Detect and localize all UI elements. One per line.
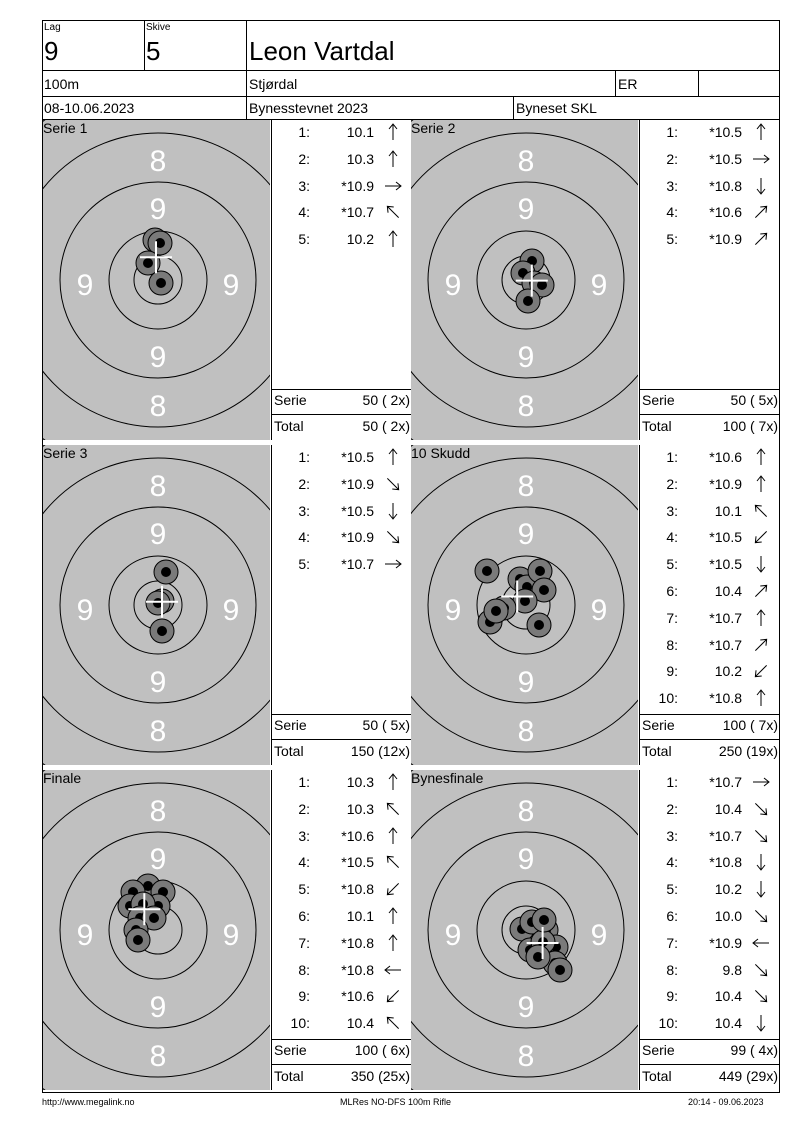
shot-score: *10.9 — [341, 529, 374, 546]
lag-label: Lag — [44, 22, 61, 33]
direction-arrow-icon — [750, 879, 772, 899]
ring-number: 8 — [149, 390, 167, 423]
shot-row — [272, 906, 412, 926]
shot-number: 3: — [666, 827, 678, 844]
distance: 100m — [44, 76, 80, 92]
shot-row — [272, 176, 412, 196]
shot-score: 10.3 — [346, 150, 374, 167]
shot-score: *10.5 — [341, 449, 374, 465]
shot-score: *10.9 — [709, 475, 742, 492]
shot-score: 10.1 — [346, 908, 374, 924]
direction-arrow-icon — [382, 879, 404, 899]
target-3 — [43, 445, 270, 765]
shot-score: *10.8 — [341, 881, 374, 898]
ring-number: 8 — [517, 145, 535, 178]
ring-number: 8 — [149, 795, 167, 828]
total-label: Total — [642, 418, 672, 434]
shot-number: 4: — [666, 529, 678, 546]
direction-arrow-icon — [750, 661, 772, 681]
shot-score: *10.5 — [709, 124, 742, 140]
shot-number: 1: — [666, 124, 678, 140]
ring-number: 9 — [76, 919, 94, 952]
shot-number: 2: — [298, 150, 310, 167]
ring-number: 9 — [517, 666, 535, 699]
ring-number: 9 — [76, 594, 94, 627]
shot-score: *10.6 — [341, 827, 374, 844]
shot-hole — [149, 271, 173, 295]
direction-arrow-icon — [750, 688, 772, 708]
shot-number: 8: — [298, 961, 310, 978]
shot-number: 4: — [666, 854, 678, 871]
ring-number: 8 — [149, 145, 167, 178]
event-name: Bynesstevnet 2023 — [249, 100, 369, 116]
serie-label: Serie — [642, 717, 675, 733]
shot-number: 5: — [298, 231, 310, 248]
shot-score: 10.4 — [714, 800, 742, 817]
shot-row — [272, 229, 412, 249]
direction-arrow-icon — [750, 202, 772, 222]
shot-row — [640, 608, 780, 628]
ring-number: 9 — [517, 518, 535, 551]
shot-score: *10.6 — [709, 204, 742, 221]
shot-number: 3: — [298, 827, 310, 844]
ring-number: 9 — [517, 991, 535, 1024]
shot-row — [640, 661, 780, 681]
shot-row — [640, 527, 780, 547]
shot-row — [640, 772, 780, 792]
footer-url: http://www.megalink.no — [42, 1097, 135, 1107]
total-score: 150 (12x) — [350, 743, 410, 759]
target-face — [43, 445, 270, 765]
shot-number: 2: — [298, 475, 310, 492]
shot-row — [640, 202, 780, 222]
serie-score: 99 ( 4x) — [730, 1042, 778, 1058]
shot-number: 4: — [298, 529, 310, 546]
shot-row — [640, 474, 780, 494]
shot-hole — [484, 599, 508, 623]
shot-row — [640, 1013, 780, 1033]
total-label: Total — [274, 743, 304, 759]
shot-row — [640, 852, 780, 872]
ring-number: 9 — [590, 594, 608, 627]
target-face — [411, 770, 638, 1090]
direction-arrow-icon — [750, 554, 772, 574]
shot-hole — [146, 591, 170, 615]
ring-number: 8 — [517, 470, 535, 503]
direction-arrow-icon — [750, 122, 772, 142]
shot-number: 2: — [666, 800, 678, 817]
shot-number: 2: — [666, 150, 678, 167]
shot-score: 10.2 — [714, 881, 742, 898]
shot-number: 5: — [298, 881, 310, 898]
club: Stjørdal — [249, 76, 298, 92]
footer-timestamp: 20:14 - 09.06.2023 — [688, 1097, 764, 1107]
ring-number: 9 — [149, 341, 167, 374]
total-label: Total — [274, 1068, 304, 1084]
shot-number: 6: — [666, 908, 678, 924]
shot-score: *10.9 — [341, 475, 374, 492]
direction-arrow-icon — [750, 799, 772, 819]
shot-score: 10.4 — [346, 1015, 374, 1032]
shot-number: 7: — [666, 609, 678, 626]
ring-number: 9 — [222, 594, 240, 627]
shot-hole — [532, 908, 556, 932]
direction-arrow-icon — [382, 1013, 404, 1033]
shot-row — [640, 688, 780, 708]
shot-number: 5: — [298, 556, 310, 573]
shot-number: 9: — [666, 663, 678, 680]
date: 08-10.06.2023 — [44, 100, 135, 116]
shot-number: 4: — [298, 854, 310, 871]
total-score: 449 (29x) — [718, 1068, 778, 1084]
shot-number: 1: — [298, 124, 310, 140]
direction-arrow-icon — [750, 176, 772, 196]
serie-score: 100 ( 7x) — [722, 717, 778, 733]
shot-hole — [526, 945, 550, 969]
shot-row — [272, 501, 412, 521]
shot-score: *10.7 — [709, 636, 742, 653]
shot-hole — [154, 560, 178, 584]
shot-score: *10.7 — [709, 827, 742, 844]
shot-score: 10.2 — [346, 231, 374, 248]
serie-score: 50 ( 2x) — [362, 392, 410, 408]
ring-number: 9 — [149, 666, 167, 699]
shot-row — [640, 176, 780, 196]
ring-number: 9 — [517, 193, 535, 226]
ring-number: 8 — [517, 390, 535, 423]
serie-label: Serie — [642, 1042, 675, 1058]
shot-score: *10.7 — [709, 609, 742, 626]
shot-row — [272, 122, 412, 142]
total-label: Total — [274, 418, 304, 434]
shot-number: 7: — [666, 934, 678, 951]
shot-score: *10.8 — [709, 690, 742, 707]
ring-number: 8 — [517, 1040, 535, 1073]
shot-score: *10.7 — [709, 774, 742, 790]
shot-row — [640, 799, 780, 819]
shot-row — [272, 826, 412, 846]
serie-score: 50 ( 5x) — [362, 717, 410, 733]
shot-row — [272, 149, 412, 169]
ring-number: 8 — [149, 470, 167, 503]
shot-number: 1: — [298, 449, 310, 465]
total-score: 50 ( 2x) — [362, 418, 410, 434]
target-1 — [43, 120, 270, 440]
shot-row — [640, 986, 780, 1006]
direction-arrow-icon — [750, 906, 772, 926]
shot-row — [272, 879, 412, 899]
shot-score: *10.6 — [341, 988, 374, 1005]
shot-row — [640, 933, 780, 953]
shot-number: 1: — [666, 449, 678, 465]
direction-arrow-icon — [382, 149, 404, 169]
direction-arrow-icon — [750, 635, 772, 655]
shot-row — [272, 554, 412, 574]
ring-number: 9 — [517, 341, 535, 374]
shot-hole — [527, 613, 551, 637]
shot-row — [272, 799, 412, 819]
shot-number: 9: — [666, 988, 678, 1005]
shot-hole — [548, 958, 572, 982]
shot-row — [640, 635, 780, 655]
direction-arrow-icon — [750, 527, 772, 547]
shot-row — [640, 554, 780, 574]
serie-label: Serie — [274, 1042, 307, 1058]
direction-arrow-icon — [750, 229, 772, 249]
direction-arrow-icon — [382, 527, 404, 547]
direction-arrow-icon — [750, 960, 772, 980]
target-face — [411, 120, 638, 440]
total-label: Total — [642, 743, 672, 759]
shot-number: 3: — [298, 502, 310, 519]
serie-label: Serie — [274, 392, 307, 408]
ring-number: 9 — [590, 919, 608, 952]
shot-score: *10.8 — [341, 961, 374, 978]
panel-title: 10 Skudd — [411, 445, 471, 461]
ring-number: 9 — [444, 919, 462, 952]
target-2 — [411, 120, 638, 440]
shot-row — [272, 202, 412, 222]
shot-row — [272, 527, 412, 547]
shot-row — [640, 879, 780, 899]
shot-score: *10.7 — [341, 204, 374, 221]
shot-score: *10.7 — [341, 556, 374, 573]
shot-number: 5: — [666, 231, 678, 248]
shot-number: 7: — [298, 934, 310, 951]
shot-number: 2: — [298, 800, 310, 817]
ring-number: 8 — [149, 715, 167, 748]
direction-arrow-icon — [750, 852, 772, 872]
shot-row — [272, 1013, 412, 1033]
shot-row — [640, 229, 780, 249]
shot-number: 9: — [298, 988, 310, 1005]
serie-label: Serie — [274, 717, 307, 733]
shot-score: *10.5 — [341, 502, 374, 519]
shot-score: *10.6 — [709, 449, 742, 465]
direction-arrow-icon — [382, 933, 404, 953]
shot-number: 10: — [658, 1015, 678, 1032]
direction-arrow-icon — [750, 149, 772, 169]
target-4 — [411, 445, 638, 765]
shot-hole — [150, 619, 174, 643]
shot-number: 1: — [666, 774, 678, 790]
shot-number: 10: — [658, 690, 678, 707]
shot-score: *10.9 — [341, 177, 374, 194]
shot-number: 2: — [666, 475, 678, 492]
shot-score: 10.1 — [346, 124, 374, 140]
direction-arrow-icon — [382, 852, 404, 872]
skive-value: 5 — [146, 36, 161, 66]
target-6 — [411, 770, 638, 1090]
direction-arrow-icon — [750, 581, 772, 601]
shot-row — [640, 960, 780, 980]
target-face — [43, 120, 270, 440]
target-face — [411, 445, 638, 765]
shot-row — [272, 772, 412, 792]
direction-arrow-icon — [750, 933, 772, 953]
direction-arrow-icon — [750, 1013, 772, 1033]
direction-arrow-icon — [382, 906, 404, 926]
shot-row — [272, 474, 412, 494]
direction-arrow-icon — [382, 799, 404, 819]
target-face — [43, 770, 270, 1090]
shot-score: *10.5 — [709, 150, 742, 167]
panel-title: Serie 2 — [411, 120, 456, 136]
shot-row — [272, 447, 412, 467]
direction-arrow-icon — [382, 960, 404, 980]
ring-number: 8 — [517, 795, 535, 828]
direction-arrow-icon — [382, 202, 404, 222]
total-score: 100 ( 7x) — [722, 418, 778, 434]
direction-arrow-icon — [382, 554, 404, 574]
shot-row — [640, 501, 780, 521]
panel-title: Serie 1 — [43, 120, 88, 136]
shot-number: 8: — [666, 636, 678, 653]
shot-row — [272, 933, 412, 953]
shot-row — [272, 960, 412, 980]
shot-score: 10.4 — [714, 583, 742, 599]
shot-number: 10: — [290, 1015, 310, 1032]
shot-hole — [126, 928, 150, 952]
shot-row — [640, 581, 780, 601]
shooter-name: Leon Vartdal — [249, 36, 395, 66]
serie-score: 100 ( 6x) — [354, 1042, 410, 1058]
shot-number: 5: — [666, 881, 678, 898]
shot-number: 6: — [298, 908, 310, 924]
shot-score: 10.3 — [346, 774, 374, 790]
shot-score: *10.5 — [709, 556, 742, 573]
shot-row — [272, 986, 412, 1006]
ring-number: 8 — [149, 1040, 167, 1073]
shot-number: 5: — [666, 556, 678, 573]
panel-title: Finale — [43, 770, 82, 786]
direction-arrow-icon — [750, 501, 772, 521]
panel-title: Serie 3 — [43, 445, 88, 461]
direction-arrow-icon — [382, 122, 404, 142]
ring-number: 9 — [222, 269, 240, 302]
direction-arrow-icon — [382, 772, 404, 792]
direction-arrow-icon — [750, 826, 772, 846]
shot-number: 1: — [298, 774, 310, 790]
shot-row — [640, 447, 780, 467]
ring-number: 9 — [590, 269, 608, 302]
footer-software: MLRes NO-DFS 100m Rifle — [340, 1097, 452, 1107]
ring-number: 9 — [149, 843, 167, 876]
direction-arrow-icon — [750, 447, 772, 467]
direction-arrow-icon — [382, 229, 404, 249]
ring-number: 9 — [76, 269, 94, 302]
lag-value: 9 — [44, 36, 59, 66]
shot-score: *10.5 — [341, 854, 374, 871]
shot-row — [640, 122, 780, 142]
ring-number: 9 — [149, 991, 167, 1024]
shot-score: *10.5 — [709, 529, 742, 546]
shot-score: 10.1 — [714, 502, 742, 519]
shot-number: 8: — [666, 961, 678, 978]
shot-score: 10.3 — [346, 800, 374, 817]
serie-label: Serie — [642, 392, 675, 408]
shot-score: 10.0 — [714, 908, 742, 924]
shot-hole — [516, 289, 540, 313]
shot-score: *10.8 — [341, 934, 374, 951]
organizer: Byneset SKL — [516, 100, 597, 116]
shot-score: 10.2 — [714, 663, 742, 680]
shot-number: 3: — [298, 177, 310, 194]
direction-arrow-icon — [382, 986, 404, 1006]
direction-arrow-icon — [382, 826, 404, 846]
shot-score: 10.4 — [714, 1015, 742, 1032]
shot-score: 9.8 — [722, 961, 742, 978]
shot-number: 6: — [666, 583, 678, 599]
shot-row — [272, 852, 412, 872]
shot-number: 4: — [666, 204, 678, 221]
ring-number: 9 — [517, 843, 535, 876]
direction-arrow-icon — [382, 501, 404, 521]
panel-title: Bynesfinale — [411, 770, 484, 786]
direction-arrow-icon — [750, 608, 772, 628]
ring-number: 8 — [517, 715, 535, 748]
ring-number: 9 — [222, 919, 240, 952]
total-label: Total — [642, 1068, 672, 1084]
shot-score: 10.4 — [714, 988, 742, 1005]
shot-score: *10.9 — [709, 934, 742, 951]
shooter-class: ER — [618, 76, 638, 92]
total-score: 350 (25x) — [350, 1068, 410, 1084]
direction-arrow-icon — [750, 474, 772, 494]
shot-row — [640, 906, 780, 926]
ring-number: 9 — [149, 193, 167, 226]
total-score: 250 (19x) — [718, 743, 778, 759]
shot-row — [640, 149, 780, 169]
ring-number: 9 — [149, 518, 167, 551]
direction-arrow-icon — [382, 176, 404, 196]
direction-arrow-icon — [382, 474, 404, 494]
ring-number: 9 — [444, 594, 462, 627]
direction-arrow-icon — [750, 986, 772, 1006]
target-5 — [43, 770, 270, 1090]
skive-label: Skive — [146, 22, 171, 33]
shot-score: *10.8 — [709, 177, 742, 194]
direction-arrow-icon — [382, 447, 404, 467]
direction-arrow-icon — [750, 772, 772, 792]
serie-score: 50 ( 5x) — [730, 392, 778, 408]
shot-row — [640, 826, 780, 846]
shot-hole — [475, 559, 499, 583]
ring-number: 9 — [444, 269, 462, 302]
shot-number: 3: — [666, 177, 678, 194]
shot-number: 4: — [298, 204, 310, 221]
shot-number: 3: — [666, 502, 678, 519]
shot-score: *10.9 — [709, 231, 742, 248]
shot-score: *10.8 — [709, 854, 742, 871]
